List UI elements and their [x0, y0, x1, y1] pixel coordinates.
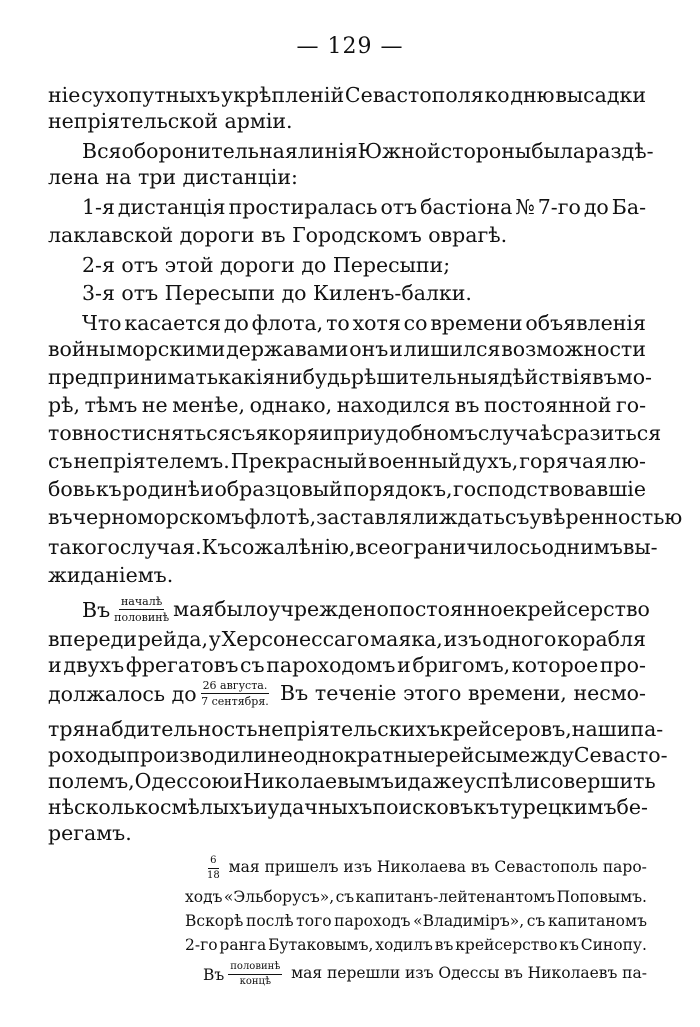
word: съ: [526, 912, 546, 930]
word: съ: [335, 888, 355, 906]
word: учреждено: [268, 597, 389, 621]
word: съ: [48, 449, 73, 473]
word: духъ,: [462, 449, 519, 473]
word: полемъ,: [48, 769, 135, 793]
word: бастіона: [420, 195, 513, 219]
word: Бутаковымъ,: [268, 936, 374, 954]
word: наши: [571, 717, 631, 741]
word: какія: [218, 365, 276, 389]
word: въ: [48, 505, 73, 529]
word: стороны: [440, 139, 532, 163]
word: съ: [504, 505, 530, 529]
fraction-denominator: 7 сентября.: [201, 695, 269, 708]
text-line: [82, 280, 646, 306]
word: въ: [592, 365, 617, 389]
word: пришелъ: [264, 858, 339, 876]
text-line: [48, 504, 683, 530]
word: все: [355, 535, 391, 559]
word: Поповымъ.: [556, 888, 647, 906]
word: сняться: [145, 421, 231, 445]
word: постоянное: [388, 597, 515, 621]
word: совершить: [539, 769, 656, 793]
word: было: [214, 597, 269, 621]
word: Къ: [201, 535, 231, 559]
word: нѣсколько: [48, 795, 160, 819]
word: къ: [95, 477, 122, 501]
fraction-numerator: 6: [208, 856, 218, 869]
text-line: [48, 164, 646, 190]
text-line: [48, 820, 646, 846]
word: корабля: [557, 627, 646, 651]
word: Одессы: [438, 964, 500, 982]
word: мая: [173, 597, 215, 621]
word: паро-: [602, 858, 647, 876]
word: лаклавской дороги въ Городскомъ оврагѣ.: [48, 223, 508, 247]
word: Николаева: [376, 858, 467, 876]
word: бе-: [616, 795, 648, 819]
word: сухопутныхъ: [81, 83, 221, 107]
footnote-line: [203, 856, 647, 881]
word: и: [229, 769, 244, 793]
word: поисковъ: [372, 795, 474, 819]
word: господствовавшіе: [453, 477, 646, 501]
word: до: [583, 195, 609, 219]
word: которое: [511, 653, 599, 677]
footnote-line: [185, 910, 647, 932]
word: па-: [630, 717, 664, 741]
word: Въ: [82, 597, 111, 622]
word: флота,: [251, 311, 324, 335]
footnote-line: [185, 886, 647, 908]
word: 2-го: [185, 936, 218, 954]
word: то: [326, 311, 350, 335]
fraction: [228, 962, 282, 987]
fraction: [201, 680, 270, 707]
word: должалось до: [48, 681, 197, 706]
fraction-numerator: началѣ: [120, 595, 163, 608]
word: крейсеровъ,: [439, 717, 572, 741]
word: случая.: [119, 535, 202, 559]
word: онъ: [349, 337, 389, 361]
word: ходъ: [185, 888, 223, 906]
word: капитанъ-лейтенантомъ: [355, 888, 556, 906]
word: удобномъ: [373, 421, 478, 445]
word: тря: [48, 717, 86, 741]
word: фрегатовъ: [125, 653, 239, 677]
word: простиралась: [228, 195, 378, 219]
word: отъ: [380, 195, 418, 219]
text-line: [48, 336, 646, 362]
word: сразиться: [552, 421, 662, 445]
word: двухъ: [63, 653, 125, 677]
text-line: [82, 252, 646, 278]
word: пароходъ: [334, 912, 411, 930]
word: рѣшительныя: [350, 365, 500, 389]
word: регамъ.: [48, 821, 132, 845]
word: времени: [430, 311, 523, 335]
page-number: — 129 —: [296, 34, 404, 59]
word: касается: [124, 311, 222, 335]
word: объявленія: [525, 311, 646, 335]
word: горячая: [519, 449, 608, 473]
text-line: [48, 108, 646, 134]
word: при: [333, 421, 374, 445]
word: ходилъ: [375, 936, 433, 954]
word: съ: [240, 653, 265, 677]
word: 2-я отъ этой дороги до Пересыпи;: [82, 253, 451, 277]
word: и: [397, 653, 411, 677]
word: неоднократные: [267, 743, 436, 767]
word: Южной: [357, 139, 441, 163]
word: на: [85, 717, 112, 741]
word: дистанція: [117, 195, 226, 219]
word: однако,: [249, 393, 333, 417]
word: рѣ,: [48, 393, 81, 417]
word: 3-я отъ Пересыпи до Киленъ-балки.: [82, 281, 472, 305]
word: времени,: [468, 681, 567, 705]
word: въ: [454, 393, 480, 417]
word: тѣмъ: [84, 393, 138, 417]
fraction-denominator: половинѣ: [114, 611, 170, 624]
word: постоянной: [483, 393, 612, 417]
word: въ: [504, 964, 523, 982]
word: «Владиміръ»,: [413, 912, 525, 930]
fraction-denominator: концѣ: [239, 976, 271, 987]
text-line: [48, 534, 658, 560]
text-line: [48, 794, 646, 820]
word: Ба-: [611, 195, 646, 219]
word: со: [403, 311, 428, 335]
word: укрѣпленій: [221, 83, 345, 107]
word: Вскорѣ: [185, 912, 244, 930]
word: въ: [470, 858, 490, 876]
word: Севасто-: [573, 743, 668, 767]
word: образцовый: [214, 477, 343, 501]
text-line: [48, 392, 646, 418]
text-line: [82, 194, 646, 220]
word: Николаевымъ: [243, 769, 394, 793]
word: нибудь: [275, 365, 351, 389]
word: флотѣ,: [244, 505, 317, 529]
word: изъ: [404, 964, 434, 982]
text-line: [48, 364, 652, 390]
text-line: [48, 680, 646, 707]
footnote-line: [203, 962, 647, 987]
word: пароходомъ: [266, 653, 396, 677]
word: 1-я: [82, 195, 115, 219]
word: Севастополь: [494, 858, 598, 876]
word: крейсерство: [514, 597, 650, 621]
word: оборонительная: [121, 139, 298, 163]
word: Что: [82, 311, 122, 335]
word: ранга: [219, 936, 267, 954]
word: мая: [291, 964, 323, 982]
word: №: [515, 195, 535, 219]
word: Въ: [203, 965, 225, 984]
word: Синопу.: [580, 936, 647, 954]
word: ніе: [48, 83, 81, 107]
word: родинѣ: [122, 477, 200, 501]
word: войны: [48, 337, 116, 361]
word: одного: [482, 627, 557, 651]
word: того: [296, 912, 332, 930]
word: капитаномъ: [547, 912, 647, 930]
word: у: [208, 627, 221, 651]
word: Херсонессаго: [221, 627, 370, 651]
word: товности: [48, 421, 146, 445]
text-line: [82, 595, 650, 624]
word: 7-го: [537, 195, 581, 219]
fraction-numerator: половинѣ: [228, 962, 282, 975]
word: го-: [615, 393, 646, 417]
word: даже: [407, 769, 464, 793]
word: лена на три дистанціи:: [48, 165, 298, 189]
word: рейсы: [435, 743, 503, 767]
word: изъ: [443, 627, 482, 651]
word: Севастополя: [344, 83, 484, 107]
word: менѣе,: [172, 393, 246, 417]
word: удачныхъ: [267, 795, 373, 819]
word: непріятельской арміи.: [48, 109, 293, 133]
word: бригомъ,: [412, 653, 511, 677]
word: предпринимать: [48, 365, 218, 389]
word: ждать: [438, 505, 505, 529]
word: раздѣ-: [585, 139, 654, 163]
footnote-line: [185, 934, 647, 956]
word: па-: [622, 964, 647, 982]
word: и: [200, 477, 215, 501]
word: маяка,: [370, 627, 443, 651]
word: порядокъ,: [343, 477, 453, 501]
word: Прекрасный: [230, 449, 368, 473]
word: и: [253, 795, 268, 819]
word: Вся: [82, 139, 122, 163]
text-line: [48, 626, 646, 652]
word: мо-: [616, 365, 652, 389]
word: перешли: [326, 964, 401, 982]
word: и: [393, 769, 408, 793]
word: изъ: [343, 858, 373, 876]
word: дню: [510, 83, 555, 107]
fraction: [114, 596, 169, 623]
word: однимъ: [541, 535, 623, 559]
word: жиданіемъ.: [48, 563, 174, 587]
word: съ: [230, 421, 256, 445]
word: несмо-: [573, 681, 646, 705]
word: про-: [599, 653, 646, 677]
word: находился: [336, 393, 451, 417]
word: дѣйствія: [499, 365, 593, 389]
word: хотя: [352, 311, 401, 335]
word: высадки: [555, 83, 646, 107]
word: роходы: [48, 743, 127, 767]
word: и: [319, 421, 334, 445]
text-line: [48, 476, 646, 502]
word: державами: [226, 337, 349, 361]
text-line: [48, 652, 646, 678]
text-line: [82, 138, 654, 164]
text-line: [48, 420, 662, 446]
word: къ: [473, 795, 500, 819]
word: ко: [484, 83, 510, 107]
text-line: [48, 82, 646, 108]
word: и: [48, 653, 62, 677]
word: рейда,: [137, 627, 208, 651]
word: заставляли: [316, 505, 439, 529]
word: сожалѣнію,: [230, 535, 356, 559]
text-line: [82, 310, 646, 336]
fraction-denominator: 18: [207, 870, 220, 881]
word: якоря: [255, 421, 320, 445]
word: была: [531, 139, 586, 163]
word: турецкимъ: [499, 795, 617, 819]
word: морскими: [116, 337, 226, 361]
word: Николаевъ: [527, 964, 618, 982]
word: теченіе: [314, 681, 397, 705]
text-line: [48, 768, 656, 794]
word: производили: [126, 743, 268, 767]
text-line: [48, 742, 668, 768]
text-line: [48, 716, 664, 742]
word: бовь: [48, 477, 96, 501]
word: возможности: [501, 337, 646, 361]
word: непріятельскихъ: [257, 717, 440, 741]
word: впереди: [48, 627, 137, 651]
word: этого: [403, 681, 462, 705]
word: непріятелемъ.: [73, 449, 230, 473]
word: между: [502, 743, 574, 767]
word: вы-: [622, 535, 658, 559]
word: послѣ: [246, 912, 294, 930]
word: Одессою: [134, 769, 230, 793]
word: успѣли: [463, 769, 540, 793]
word: крейсерство: [455, 936, 558, 954]
text-line: [48, 222, 646, 248]
word: смѣлыхъ: [160, 795, 254, 819]
word: мая: [228, 858, 260, 876]
fraction: [207, 856, 220, 881]
fraction-numerator: 26 августа.: [202, 679, 268, 692]
word: случаѣ: [477, 421, 553, 445]
word: ограничилось: [390, 535, 542, 559]
word: не: [141, 393, 168, 417]
word: увѣренностью: [529, 505, 683, 529]
word: «Эльборусъ»,: [223, 888, 335, 906]
word: такого: [48, 535, 120, 559]
word: лю-: [608, 449, 646, 473]
text-line: [48, 562, 646, 588]
word: линія: [297, 139, 358, 163]
word: черноморскомъ: [72, 505, 245, 529]
word: и: [389, 337, 403, 361]
text-line: [48, 448, 646, 474]
word: лишился: [403, 337, 501, 361]
word: въ: [434, 936, 454, 954]
word: къ: [559, 936, 579, 954]
word: бдительность: [111, 717, 258, 741]
word: военный: [368, 449, 462, 473]
word: до: [223, 311, 249, 335]
word: Въ: [280, 681, 309, 705]
